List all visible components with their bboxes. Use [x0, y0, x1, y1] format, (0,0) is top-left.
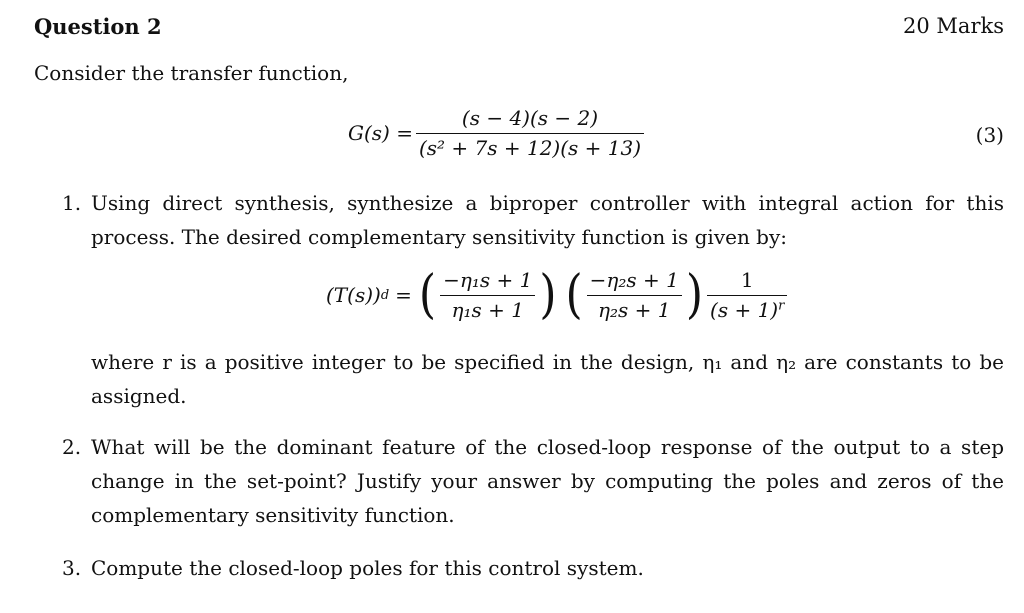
factor3-exponent: r — [778, 298, 785, 314]
factor2-numerator: −η₂s + 1 — [589, 268, 679, 292]
complementary-sensitivity-equation — [326, 263, 790, 325]
left-paren: ( — [418, 263, 437, 325]
factor2-denominator: η₂s + 1 — [598, 298, 671, 322]
factor3-denominator-wrap — [707, 298, 787, 322]
where-text: where r is a positive integer to be specified in the design, η₁ and η₂ are constants to be assigned. — [91, 350, 1004, 408]
equation1-lhs: G(s) = — [348, 121, 413, 145]
item-number: 2. — [62, 435, 82, 459]
equation1-fraction — [416, 106, 644, 160]
question-title: Question 2 — [34, 14, 162, 39]
right-paren: ) — [539, 263, 557, 325]
factor1-fraction — [440, 268, 535, 322]
left-paren: ( — [565, 263, 583, 325]
item-number: 1. — [62, 191, 82, 215]
factor1-denominator: η₁s + 1 — [451, 298, 524, 322]
equation2-lhs-subscript: d — [380, 287, 390, 303]
item-text: Using direct synthesis, synthesize a biproper controller with integral action for this process. The desired complementary sensitivity function is given by: — [91, 191, 1004, 249]
factor3-fraction — [707, 268, 787, 322]
list-item — [62, 186, 1004, 254]
factor3-numerator: 1 — [740, 268, 754, 292]
equation2-lhs: (T(s)) — [326, 283, 381, 307]
factor3-denominator: (s + 1) — [710, 298, 779, 322]
fraction-bar — [416, 133, 644, 134]
fraction-bar — [707, 295, 787, 296]
intro-text: Consider the transfer function, — [34, 61, 349, 85]
item-number: 3. — [62, 556, 82, 580]
equals-sign: = — [395, 283, 412, 307]
factor1-numerator: −η₁s + 1 — [443, 268, 533, 292]
list-item — [62, 430, 1004, 532]
factor2-fraction — [587, 268, 682, 322]
item-text: What will be the dominant feature of the closed-loop response of the output to a step change in the set-point? Justify your answer by computing the poles and zeros of the complementary sensitivity function. — [91, 435, 1004, 527]
equation1-numerator: (s − 4)(s − 2) — [461, 106, 599, 130]
right-paren: ) — [685, 263, 704, 325]
fraction-bar — [440, 295, 535, 296]
transfer-function-equation — [348, 106, 647, 160]
item-text: Compute the closed-loop poles for this control system. — [91, 556, 644, 580]
equation1-denominator: (s² + 7s + 12)(s + 13) — [418, 136, 642, 160]
marks-label: 20 Marks — [903, 14, 1004, 38]
equation-number: (3) — [975, 123, 1004, 147]
list-item — [62, 551, 1004, 585]
fraction-bar — [587, 295, 682, 296]
